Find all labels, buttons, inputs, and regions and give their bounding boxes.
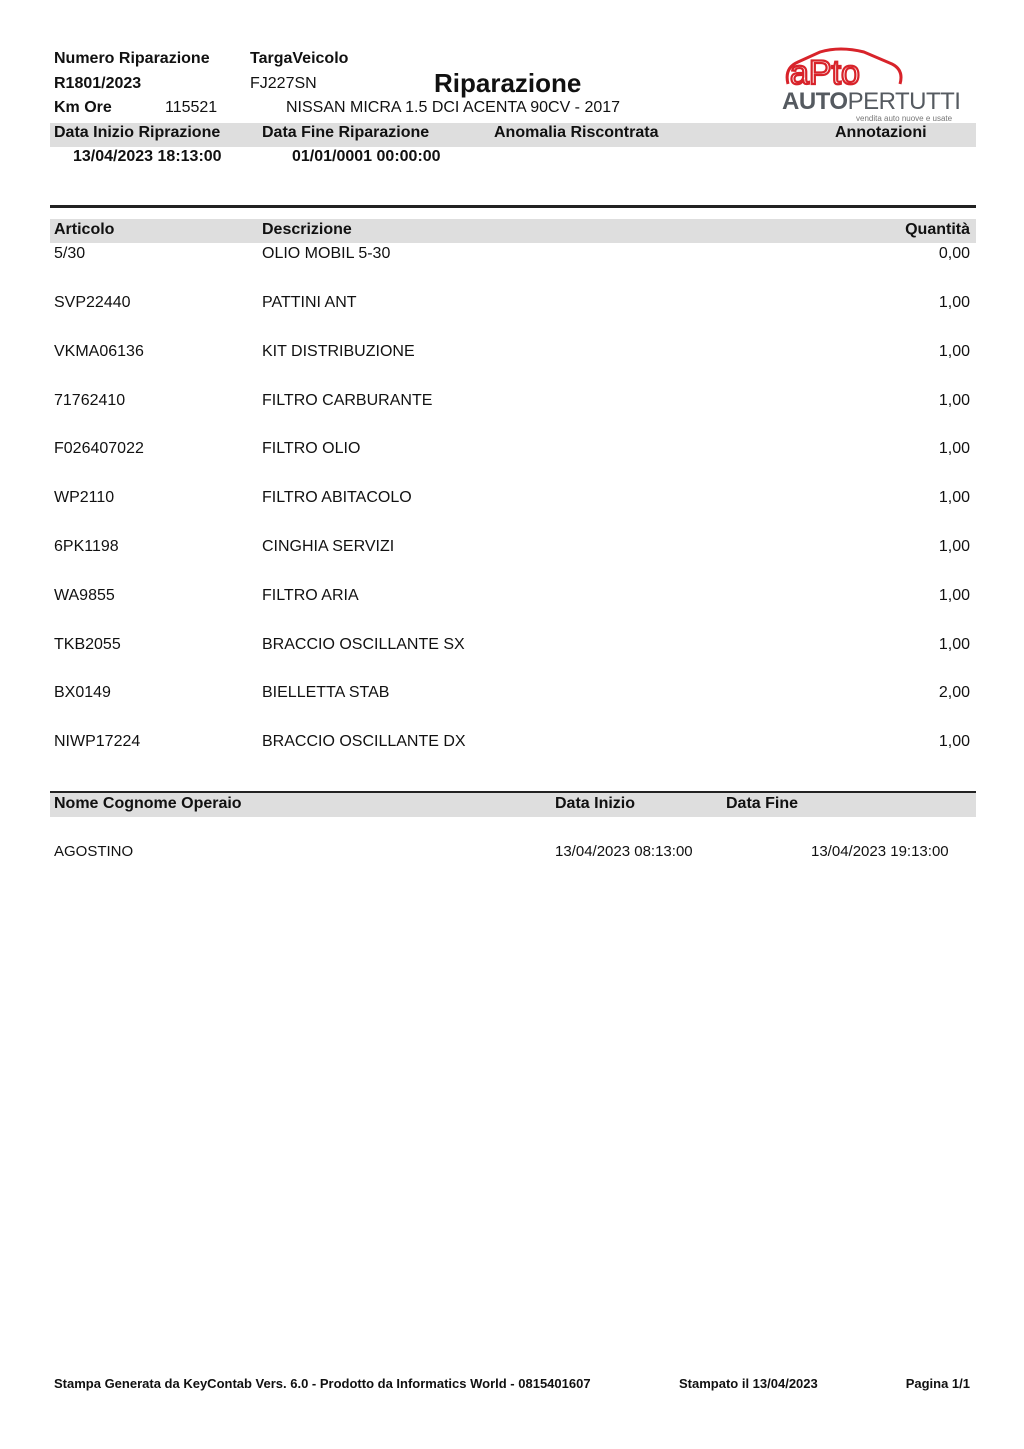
logo-brand-part1: AUTO [782,88,848,115]
quantity-column-header: Quantità [905,221,970,238]
description-cell: FILTRO OLIO [262,440,361,457]
repair-number-value: R1801/2023 [54,75,142,92]
worker-name-column-header: Nome Cognome Operaio [54,795,242,812]
document-title: Riparazione [434,68,582,98]
article-cell: TKB2055 [54,636,121,653]
footer-generated-by: Stampa Generata da KeyContab Vers. 6.0 - Prodotto da Informatics World - 0815401607 [54,1376,591,1391]
quantity-cell: 1,00 [938,440,970,457]
table-row [0,733,1024,755]
article-cell: 6PK1198 [54,538,119,555]
table-row [0,489,1024,511]
logo-tagline: vendita auto nuove e usate [856,114,953,123]
quantity-cell: 1,00 [938,538,970,555]
start-date-value: 13/04/2023 18:13:00 [73,148,222,165]
table-row [0,636,1024,658]
logo-wordmark [782,88,960,116]
description-cell: BRACCIO OSCILLANTE DX [262,733,466,750]
vehicle-description: NISSAN MICRA 1.5 DCI ACENTA 90CV - 2017 [286,99,621,116]
worker-end-cell: 13/04/2023 19:13:00 [811,843,949,860]
km-value: 115521 [165,99,218,116]
article-cell: WA9855 [54,587,115,604]
quantity-cell: 1,00 [938,489,970,506]
table-row [0,392,1024,414]
logo-mark-text: aPto [790,54,860,90]
anomaly-label: Anomalia Riscontrata [494,124,659,141]
quantity-cell: 1,00 [938,636,970,653]
article-cell: 5/30 [54,245,86,262]
article-cell: SVP22440 [54,294,131,311]
description-column-header: Descrizione [262,221,352,238]
worker-end-column-header: Data Fine [726,795,799,812]
plate-label: TargaVeicolo [250,50,349,67]
footer-printed-date: Stampato il 13/04/2023 [679,1376,818,1391]
footer-page-number: Pagina 1/1 [905,1376,970,1391]
end-date-value: 01/01/0001 00:00:00 [292,148,441,165]
table-row [0,684,1024,706]
description-cell: BIELLETTA STAB [262,684,390,701]
quantity-cell: 1,00 [938,392,970,409]
table-row [0,538,1024,560]
repair-number-label: Numero Riparazione [54,50,210,67]
logo-brand-part2: PERTUTTI [847,88,961,115]
parts-table-top-rule [50,205,976,208]
quantity-cell: 0,00 [938,245,970,262]
quantity-cell: 1,00 [938,294,970,311]
article-cell: F026407022 [54,440,144,457]
table-row [0,587,1024,609]
article-cell: NIWP17224 [54,733,141,750]
table-row [0,440,1024,462]
start-date-label: Data Inizio Riprazione [54,124,221,141]
car-logo-icon [780,44,906,90]
article-cell: BX0149 [54,684,111,701]
description-cell: FILTRO ARIA [262,587,359,604]
parts-table-header [0,221,1024,243]
description-cell: CINGHIA SERVIZI [262,538,395,555]
description-cell: PATTINI ANT [262,294,357,311]
end-date-label: Data Fine Riparazione [262,124,430,141]
article-column-header: Articolo [54,221,115,238]
description-cell: FILTRO CARBURANTE [262,392,433,409]
description-cell: FILTRO ABITACOLO [262,489,412,506]
description-cell: KIT DISTRIBUZIONE [262,343,415,360]
description-cell: BRACCIO OSCILLANTE SX [262,636,465,653]
article-cell: VKMA06136 [54,343,144,360]
quantity-cell: 2,00 [938,684,970,701]
description-cell: OLIO MOBIL 5-30 [262,245,391,262]
quantity-cell: 1,00 [938,587,970,604]
table-row [0,245,1024,267]
quantity-cell: 1,00 [938,733,970,750]
km-label: Km Ore [54,99,112,116]
notes-label: Annotazioni [835,124,927,141]
plate-value: FJ227SN [250,75,317,92]
table-row [0,343,1024,365]
article-cell: 71762410 [54,392,126,409]
worker-name-cell: AGOSTINO [54,843,134,860]
worker-start-column-header: Data Inizio [555,795,636,812]
worker-start-cell: 13/04/2023 08:13:00 [555,843,693,860]
quantity-cell: 1,00 [938,343,970,360]
table-row [0,294,1024,316]
article-cell: WP2110 [54,489,115,506]
